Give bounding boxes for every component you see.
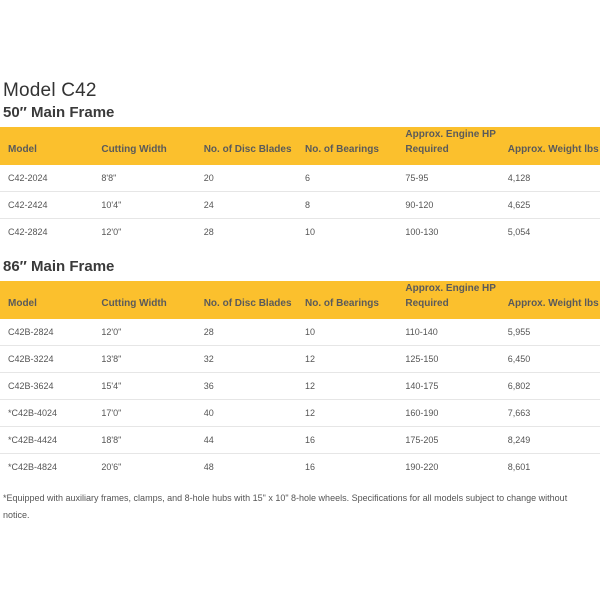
cell-model: *C42B-4424 [0,427,101,454]
column-header-weight: Approx. Weight lbs [507,298,599,309]
cell-weight: 4,625 [508,192,600,219]
page-title: Model C42 [3,80,97,101]
table-row [0,454,600,481]
column-header-cutting-width: Cutting Width [101,144,167,155]
table-row [0,346,600,373]
cell-model: C42-2424 [0,192,101,219]
spec-table-50-frame [0,127,600,245]
cell-disc-blades: 32 [204,346,305,373]
cell-bearings: 12 [305,400,405,427]
column-header-weight: Approx. Weight lbs [507,144,599,155]
cell-bearings: 12 [305,346,405,373]
cell-model: C42-2024 [0,165,101,192]
column-header-bearings: No. of Bearings [305,144,379,155]
cell-disc-blades: 36 [204,373,305,400]
cell-engine-hp: 110-140 [405,319,507,346]
cell-bearings: 8 [305,192,405,219]
cell-cutting-width: 10'4" [101,192,203,219]
table-row [0,192,600,219]
cell-model: C42-2824 [8,227,48,237]
footnote: *Equipped with auxiliary frames, clamps, and 8-hole hubs with 15" x 10" 8-hole wheels. Specifications for all models subject to change without notice. [3,493,568,520]
cell-cutting-width: 15'4" [101,373,203,400]
cell-disc-blades: 44 [204,427,305,454]
cell-disc-blades: 28 [203,227,214,237]
cell-engine-hp: 125-150 [405,346,507,373]
cell-cutting-width: 12'0" [101,319,203,346]
cell-bearings: 6 [305,165,405,192]
cell-cutting-width: 8'8" [101,165,203,192]
table-row [0,219,600,246]
column-header-cutting-width: Cutting Width [101,298,167,309]
cell-bearings: 16 [305,427,405,454]
table-row [0,400,600,427]
cell-disc-blades: 48 [203,462,214,472]
cell-cutting-width: 12'0" [101,227,122,237]
cell-bearings: 16 [305,462,316,472]
cell-disc-blades: 20 [204,165,305,192]
cell-engine-hp: 190-220 [405,462,439,472]
cell-weight: 6,450 [508,346,600,373]
cell-weight: 4,128 [508,165,600,192]
cell-engine-hp: 160-190 [405,400,507,427]
cell-engine-hp: 90-120 [405,192,507,219]
column-header-model: Model [8,144,37,155]
table-header-row [0,281,600,319]
table-row [0,165,600,192]
column-header-disc-blades: No. of Disc Blades [203,144,292,155]
table-row [0,427,600,454]
section-title-50-frame: 50″ Main Frame [3,104,115,121]
cell-weight: 6,802 [508,373,600,400]
cell-disc-blades: 40 [204,400,305,427]
cell-weight: 5,054 [507,227,531,237]
column-header-engine-hp: Approx. Engine HP Required [405,129,496,155]
column-header-disc-blades: No. of Disc Blades [203,298,292,309]
cell-weight: 8,249 [508,427,600,454]
cell-engine-hp: 175-205 [405,427,507,454]
column-header-model: Model [8,298,37,309]
spec-table-86-frame [0,281,600,480]
cell-bearings: 10 [305,227,316,237]
cell-disc-blades: 24 [204,192,305,219]
cell-weight: 7,663 [508,400,600,427]
column-header-bearings: No. of Bearings [305,298,379,309]
cell-model: *C42B-4024 [0,400,101,427]
cell-weight: 8,601 [507,462,531,472]
cell-model: C42B-3224 [0,346,101,373]
section-title-86-frame: 86″ Main Frame [3,258,115,275]
cell-disc-blades: 28 [204,319,305,346]
table-row [0,373,600,400]
cell-bearings: 12 [305,373,405,400]
column-header-engine-hp: Approx. Engine HP Required [405,283,496,309]
cell-model: *C42B-4824 [8,462,58,472]
table-header-row [0,127,600,165]
cell-cutting-width: 20'6" [101,462,122,472]
cell-model: C42B-3624 [0,373,101,400]
cell-cutting-width: 18'8" [101,427,203,454]
cell-weight: 5,955 [508,319,600,346]
cell-bearings: 10 [305,319,405,346]
cell-model: C42B-2824 [0,319,101,346]
cell-engine-hp: 75-95 [405,165,507,192]
cell-cutting-width: 13'8" [101,346,203,373]
cell-engine-hp: 140-175 [405,373,507,400]
cell-cutting-width: 17'0" [101,400,203,427]
table-row [0,319,600,346]
cell-engine-hp: 100-130 [405,227,439,237]
